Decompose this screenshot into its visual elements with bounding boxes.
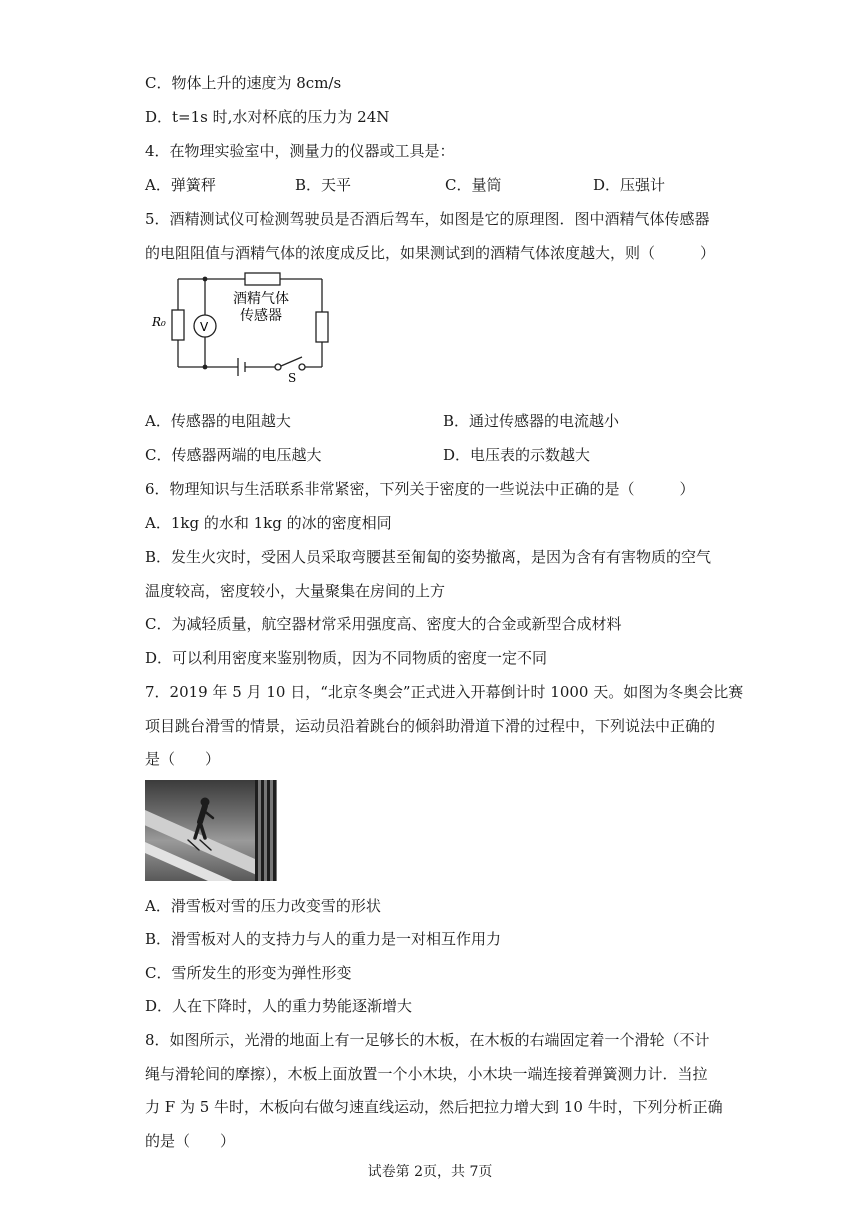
q5-option-d: D．电压表的示数越大 xyxy=(443,446,591,464)
circuit-diagram xyxy=(150,270,340,385)
q4-option-c: C．量筒 xyxy=(445,176,502,194)
line-q8b: 绳与滑轮间的摩擦），木板上面放置一个小木块，小木块一端连接着弹簧测力计．当拉 xyxy=(145,1065,708,1083)
ski-jump-photo xyxy=(145,780,277,881)
q5-option-c: C．传感器两端的电压越大 xyxy=(145,446,322,464)
r0-label: R₀ xyxy=(152,315,166,329)
line-q7a: 7．2019 年 5 月 10 日，“北京冬奥会”正式进入开幕倒计时 1000 天。如图为冬奥会比赛 xyxy=(145,683,744,701)
line-q3d: D．t=1s 时,水对杯底的压力为 24N xyxy=(145,108,390,126)
line-q8a: 8．如图所示，光滑的地面上有一足够长的木板，在木板的右端固定着一个滑轮（不计 xyxy=(145,1031,710,1049)
q5-option-a: A．传感器的电阻越大 xyxy=(145,412,291,430)
switch-label: S xyxy=(288,371,297,385)
q4-option-a: A．弹簧秤 xyxy=(145,176,216,194)
line-q3c: C．物体上升的速度为 8cm/s xyxy=(145,74,342,92)
line-q6c: C．为减轻质量，航空器材常采用强度高、密度大的合金或新型合成材料 xyxy=(145,615,622,633)
q7-option-b: B．滑雪板对人的支持力与人的重力是一对相互作用力 xyxy=(145,930,502,948)
line-q8d: 的是（ ） xyxy=(145,1132,236,1150)
voltmeter-label: V xyxy=(200,320,209,334)
line-q7b: 项目跳台滑雪的情景，运动员沿着跳台的倾斜助滑道下滑的过程中，下列说法中正确的 xyxy=(145,717,716,735)
line-q4: 4．在物理实验室中，测量力的仪器或工具是： xyxy=(145,142,455,160)
page-footer: 试卷第 2页，共 7页 xyxy=(367,1164,493,1180)
line-q8c: 力 F 为 5 牛时，木板向右做匀速直线运动，然后把拉力增大到 10 牛时，下列分析正确 xyxy=(145,1098,723,1116)
line-q5a: 5．酒精测试仪可检测驾驶员是否酒后驾车，如图是它的原理图．图中酒精气体传感器 xyxy=(145,210,710,228)
line-q5b: 的电阻阻值与酒精气体的浓度成反比，如果测试到的酒精气体浓度越大，则（ ） xyxy=(145,244,716,262)
line-q6: 6．物理知识与生活联系非常紧密，下列关于密度的一些说法中正确的是（ ） xyxy=(145,480,695,498)
line-q7c: 是（ ） xyxy=(145,750,221,768)
q7-option-d: D．人在下降时，人的重力势能逐渐增大 xyxy=(145,997,413,1015)
sensor-label-2: 传感器 xyxy=(240,308,282,324)
q7-option-a: A．滑雪板对雪的压力改变雪的形状 xyxy=(145,897,381,915)
sensor-label-1: 酒精气体 xyxy=(233,291,289,307)
line-q6b2: 温度较高，密度较小，大量聚集在房间的上方 xyxy=(145,582,446,600)
q4-option-b: B．天平 xyxy=(295,176,352,194)
line-q6a: A．1kg 的水和 1kg 的冰的密度相同 xyxy=(145,514,392,532)
q4-option-d: D．压强计 xyxy=(593,176,666,194)
line-q6b1: B．发生火灾时，受困人员采取弯腰甚至匍匐的姿势撤离，是因为含有有害物质的空气 xyxy=(145,548,712,566)
q7-option-c: C．雪所发生的形变为弹性形变 xyxy=(145,964,352,982)
line-q6d: D．可以利用密度来鉴别物质，因为不同物质的密度一定不同 xyxy=(145,649,548,667)
q5-option-b: B．通过传感器的电流越小 xyxy=(443,412,620,430)
